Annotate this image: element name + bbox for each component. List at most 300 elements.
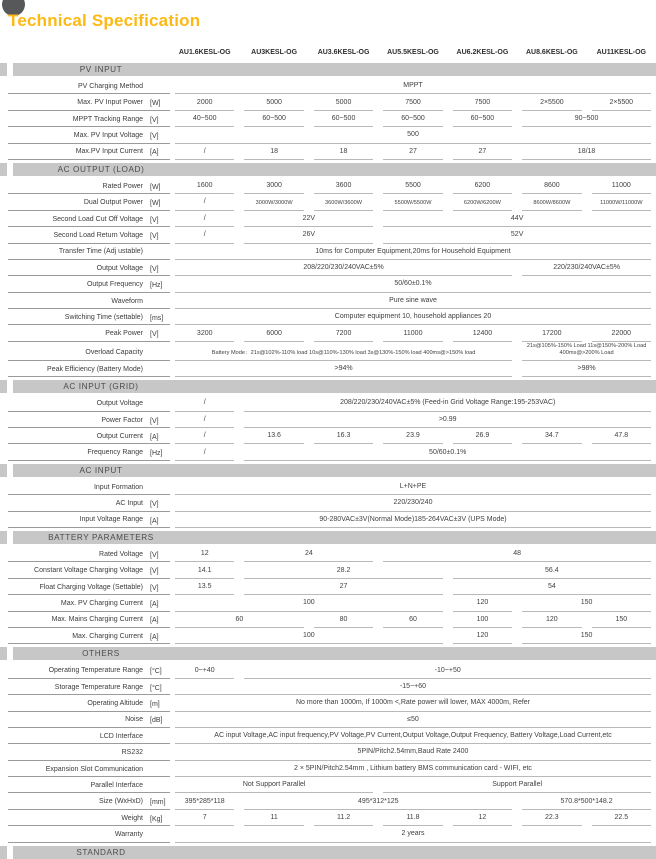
column-header: AU1.6KESL-OG <box>178 49 231 56</box>
spec-value: 5500W/5500W <box>383 194 442 210</box>
row-label-text: Peak Efficiency (Battery Mode) <box>47 365 143 373</box>
spec-value: 22000 <box>592 325 651 341</box>
row-label-text: Storage Temperature Range <box>54 683 143 691</box>
spec-row <box>0 728 656 744</box>
row-label-text: LCD Interface <box>99 732 143 740</box>
spec-value: 27 <box>383 144 442 160</box>
spec-value: 44V <box>383 211 651 227</box>
spec-value: 18/18 <box>522 144 651 160</box>
spec-value: 3600W/3600W <box>314 194 373 210</box>
row-label <box>8 479 170 495</box>
spec-value: 500 <box>175 127 651 143</box>
spec-value: 1600 <box>175 178 234 194</box>
row-label-text: Transfer Time (Adj ustable) <box>58 248 143 256</box>
column-header: AU8.6KESL-OG <box>525 49 578 56</box>
row-unit: [V] <box>150 417 159 425</box>
spec-value: 60~500 <box>244 111 303 127</box>
spec-row <box>0 428 656 444</box>
row-label-text: Switching Time (settable) <box>64 313 143 321</box>
row-unit: [A] <box>150 601 159 609</box>
spec-row <box>0 444 656 460</box>
section-bar-notch <box>0 647 7 660</box>
row-label-text: Input Voltage Range <box>79 516 143 524</box>
technical-specification-table <box>0 42 656 859</box>
row-label-text: Rated Voltage <box>99 550 143 558</box>
spec-value: L+N+PE <box>175 479 651 495</box>
spec-value: 13.5 <box>175 579 234 595</box>
column-header-row <box>0 42 656 60</box>
spec-value: 7200 <box>314 325 373 341</box>
spec-value: 0~+40 <box>175 662 234 678</box>
spec-value: 3000W/3000W <box>244 194 303 210</box>
row-label <box>8 276 170 292</box>
row-label <box>8 325 170 341</box>
spec-row <box>0 227 656 243</box>
spec-value: 8600 <box>522 178 581 194</box>
spec-value: 18 <box>244 144 303 160</box>
spec-value: 11000W/11000W <box>592 194 651 210</box>
spec-value: 5000 <box>244 94 303 110</box>
row-label <box>8 712 170 728</box>
spec-row <box>0 111 656 127</box>
spec-value: 2×5500 <box>522 94 581 110</box>
spec-row <box>0 194 656 210</box>
spec-value: 12 <box>453 810 512 826</box>
spec-row <box>0 260 656 276</box>
spec-value: 60~500 <box>453 111 512 127</box>
row-label <box>8 628 170 644</box>
spec-value: 22.3 <box>522 810 581 826</box>
row-label <box>8 612 170 628</box>
section-bar-notch <box>0 380 7 393</box>
spec-value: 26V <box>244 227 373 243</box>
section-header <box>0 63 656 76</box>
spec-row <box>0 512 656 528</box>
spec-value: 24 <box>244 546 373 562</box>
spec-value: / <box>175 227 234 243</box>
spec-value: 3000 <box>244 178 303 194</box>
row-label-text: Max. PV Input Power <box>77 99 143 107</box>
spec-row <box>0 595 656 611</box>
row-label-text: Output Voltage <box>96 264 143 272</box>
row-unit: [A] <box>150 617 159 625</box>
spec-value: 60 <box>383 612 442 628</box>
row-label-text: Expansion Slot Communication <box>45 765 143 773</box>
row-label-text: Noise <box>125 716 143 724</box>
spec-value: AC input Voltage,AC input frequency,PV Voltage,PV Current,Output Voltage,Output Frequency, Battery Voltage,Load Current,etc <box>175 728 651 744</box>
section-header <box>0 846 656 859</box>
spec-value: / <box>175 395 234 411</box>
spec-value: 11000 <box>592 178 651 194</box>
row-label-text: Constant Voltage Charging Voltage <box>34 567 143 575</box>
spec-value: 2×5500 <box>592 94 651 110</box>
row-label-text: MPPT Tracking Range <box>72 115 143 123</box>
spec-row <box>0 309 656 325</box>
row-label-text: Power Factor <box>101 416 143 424</box>
row-unit: [Kg] <box>150 815 163 823</box>
spec-value: 208/220/230/240VAC±5% <box>175 260 512 276</box>
row-label-text: Output Voltage <box>96 400 143 408</box>
row-label <box>8 211 170 227</box>
spec-row <box>0 325 656 341</box>
row-label <box>8 793 170 809</box>
spec-value: 11.8 <box>383 810 442 826</box>
spec-row <box>0 495 656 511</box>
spec-value: 60~500 <box>383 111 442 127</box>
row-label <box>8 395 170 411</box>
spec-value: 56.4 <box>453 562 651 578</box>
row-label-text: Rated Power <box>102 182 143 190</box>
spec-value: 23.9 <box>383 428 442 444</box>
row-label <box>8 744 170 760</box>
spec-row <box>0 479 656 495</box>
spec-value: MPPT <box>175 78 651 94</box>
spec-value: 7 <box>175 810 234 826</box>
spec-value: No more than 1000m, If 1000m <,Rate power will lower, MAX 4000m, Refer <box>175 695 651 711</box>
row-label <box>8 579 170 595</box>
spec-value: 6200 <box>453 178 512 194</box>
row-label-text: AC Input <box>115 500 143 508</box>
spec-row <box>0 412 656 428</box>
row-label <box>8 777 170 793</box>
spec-row <box>0 810 656 826</box>
row-unit: [V] <box>150 265 159 273</box>
spec-value: 18 <box>314 144 373 160</box>
row-label-text: Second Load Cut Off Voltage <box>52 215 143 223</box>
spec-value: 3600 <box>314 178 373 194</box>
spec-value: 7500 <box>453 94 512 110</box>
spec-value: 34.7 <box>522 428 581 444</box>
row-label <box>8 679 170 695</box>
spec-value: 60 <box>175 612 304 628</box>
spec-value: >0.99 <box>244 412 651 428</box>
spec-value: 27 <box>244 579 442 595</box>
row-label-text: Max. PV Input Voltage <box>73 132 143 140</box>
row-label <box>8 111 170 127</box>
spec-row <box>0 244 656 260</box>
spec-row <box>0 178 656 194</box>
section-header <box>0 163 656 176</box>
spec-value: 13.6 <box>244 428 303 444</box>
row-label <box>8 695 170 711</box>
row-unit: [Hz] <box>150 282 163 290</box>
spec-row <box>0 342 656 361</box>
spec-row <box>0 679 656 695</box>
spec-value: 5500 <box>383 178 442 194</box>
row-unit: [W] <box>150 200 161 208</box>
section-header <box>0 380 656 393</box>
row-label-text: Frequency Range <box>87 449 143 457</box>
spec-row <box>0 144 656 160</box>
section-bar-notch <box>0 531 7 544</box>
spec-row <box>0 695 656 711</box>
spec-value: 11 <box>244 810 303 826</box>
spec-value: 7500 <box>383 94 442 110</box>
spec-value: 22.5 <box>592 810 651 826</box>
row-unit: [A] <box>150 433 159 441</box>
spec-value: 54 <box>453 579 651 595</box>
spec-value: 52V <box>383 227 651 243</box>
row-label-text: Peak Power <box>105 330 143 338</box>
column-header-spacer <box>8 42 170 60</box>
row-label <box>8 227 170 243</box>
spec-value: 395*285*118 <box>175 793 234 809</box>
row-label-text: Output Current <box>96 432 143 440</box>
row-label <box>8 293 170 309</box>
row-label <box>8 260 170 276</box>
spec-value: Battery Mode：21s@102%-110% load 10s@110%-130% load 3s@130%-150% load 400ms@>150% load <box>175 342 512 361</box>
spec-value: 8600W/8600W <box>522 194 581 210</box>
spec-row <box>0 127 656 143</box>
section-header-label: BATTERY PARAMETERS <box>48 533 154 543</box>
spec-row <box>0 293 656 309</box>
row-label-text: Warranty <box>114 831 143 839</box>
spec-value: ≤50 <box>175 712 651 728</box>
row-unit: [m] <box>150 701 160 709</box>
spec-value: 2 × 5PIN/Pitch2.54mm , Lithium battery BMS communication card - WIFI, etc <box>175 761 651 777</box>
spec-value: / <box>175 211 234 227</box>
row-label <box>8 178 170 194</box>
spec-value: Pure sine wave <box>175 293 651 309</box>
spec-row <box>0 793 656 809</box>
page-header <box>0 0 656 40</box>
row-label-text: Operating Altitude <box>87 699 143 707</box>
spec-value: 100 <box>175 595 443 611</box>
spec-value: 3200 <box>175 325 234 341</box>
row-label-text: Dual Output Power <box>83 199 143 207</box>
row-label <box>8 309 170 325</box>
spec-value: 11.2 <box>314 810 373 826</box>
section-bar-notch <box>0 464 7 477</box>
spec-value: 150 <box>592 612 651 628</box>
row-label <box>8 144 170 160</box>
spec-value: 21s@105%-150% Load 11s@150%-200% Load 400ms@>200% Load <box>522 342 651 361</box>
page-title: Technical Specification <box>8 11 201 30</box>
spec-value: 208/220/230/240VAC±5% (Feed-in Grid Voltage Range:195-253VAC) <box>244 395 651 411</box>
spec-row <box>0 361 656 377</box>
spec-value: 220/230/240 <box>175 495 651 511</box>
spec-value: 16.3 <box>314 428 373 444</box>
spec-value: 50/60±0.1% <box>244 444 651 460</box>
section-header <box>0 464 656 477</box>
row-label <box>8 194 170 210</box>
spec-value: 100 <box>453 612 512 628</box>
spec-value: 60~500 <box>314 111 373 127</box>
row-label-text: RS232 <box>121 749 143 757</box>
spec-value: 10ms for Computer Equipment,20ms for Household Equipment <box>175 244 651 260</box>
spec-value: 48 <box>383 546 651 562</box>
row-label <box>8 595 170 611</box>
spec-value: 6200W/6200W <box>453 194 512 210</box>
spec-value: 12400 <box>453 325 512 341</box>
spec-row <box>0 395 656 411</box>
spec-value: 5000 <box>314 94 373 110</box>
section-header-label: AC INPUT (GRID) <box>63 382 139 392</box>
row-label <box>8 546 170 562</box>
spec-value: 120 <box>453 628 512 644</box>
row-label <box>8 826 170 842</box>
row-unit: [V] <box>150 331 159 339</box>
spec-value: 120 <box>453 595 512 611</box>
row-unit: [°C] <box>150 684 162 692</box>
row-label <box>8 428 170 444</box>
row-label-text: Waveform <box>111 297 143 305</box>
spec-value: 50/60±0.1% <box>175 276 651 292</box>
row-label <box>8 662 170 678</box>
row-unit: [V] <box>150 568 159 576</box>
row-unit: [Hz] <box>150 450 163 458</box>
section-header-label: AC INPUT <box>79 465 123 475</box>
spec-value: -10~+50 <box>244 662 651 678</box>
spec-value: 570.8*500*148.2 <box>522 793 651 809</box>
spec-row <box>0 826 656 842</box>
spec-value: 12 <box>175 546 234 562</box>
row-label-text: Output Frequency <box>86 281 143 289</box>
section-header-label: OTHERS <box>82 649 120 659</box>
spec-row <box>0 712 656 728</box>
row-unit: [A] <box>150 633 159 641</box>
row-label <box>8 761 170 777</box>
section-header <box>0 531 656 544</box>
row-label-text: Parallel Interface <box>90 781 143 789</box>
row-unit: [A] <box>150 517 159 525</box>
spec-row <box>0 628 656 644</box>
row-label <box>8 444 170 460</box>
spec-value: >94% <box>175 361 512 377</box>
spec-value: / <box>175 412 234 428</box>
row-label-text: Max. Charging Current <box>72 632 143 640</box>
spec-value: 150 <box>522 628 651 644</box>
row-label-text: PV Charging Method <box>78 82 143 90</box>
spec-value: 220/230/240VAC±5% <box>522 260 651 276</box>
spec-value: 5PIN/Pitch2.54mm,Baud Rate 2400 <box>175 744 651 760</box>
spec-value: Support Parallel <box>383 777 651 793</box>
spec-row <box>0 579 656 595</box>
spec-row <box>0 744 656 760</box>
row-unit: [ms] <box>150 314 164 322</box>
spec-value: 28.2 <box>244 562 442 578</box>
section-bar-notch <box>0 163 7 176</box>
row-unit: [A] <box>150 149 159 157</box>
row-label <box>8 728 170 744</box>
spec-value: Not Support Parallel <box>175 777 373 793</box>
spec-value: 14.1 <box>175 562 234 578</box>
row-unit: [dB] <box>150 717 163 725</box>
spec-value: / <box>175 444 234 460</box>
spec-value: / <box>175 194 234 210</box>
column-header: AU11KESL-OG <box>596 49 646 56</box>
spec-value: Computer equipment 10, household appliances 20 <box>175 309 651 325</box>
row-label-text: Size (WxHxD) <box>99 798 143 806</box>
row-unit: [V] <box>150 551 159 559</box>
spec-value: 17200 <box>522 325 581 341</box>
spec-value: 100 <box>175 628 443 644</box>
spec-row <box>0 78 656 94</box>
spec-value: 90~500 <box>522 111 651 127</box>
row-unit: [V] <box>150 233 159 241</box>
row-label-text: Input Formation <box>93 483 143 491</box>
spec-value: >98% <box>522 361 651 377</box>
section-header-label: STANDARD <box>76 847 126 857</box>
row-unit: [V] <box>150 584 159 592</box>
spec-row <box>0 546 656 562</box>
spec-value: 2000 <box>175 94 234 110</box>
row-label-text: Max.PV Input Current <box>75 148 143 156</box>
row-label <box>8 244 170 260</box>
row-unit: [V] <box>150 116 159 124</box>
spec-value: 47.8 <box>592 428 651 444</box>
column-header: AU3.6KESL-OG <box>317 49 370 56</box>
column-header: AU3KESL-OG <box>251 49 298 56</box>
spec-value: / <box>175 144 234 160</box>
row-unit: [°C] <box>150 668 162 676</box>
spec-row <box>0 777 656 793</box>
row-label-text: Float Charging Voltage (Settable) <box>39 583 143 591</box>
row-label <box>8 78 170 94</box>
column-header: AU6.2KESL-OG <box>456 49 509 56</box>
row-unit: [mm] <box>150 799 166 807</box>
spec-value: 27 <box>453 144 512 160</box>
row-label <box>8 127 170 143</box>
row-label-text: Weight <box>121 814 143 822</box>
row-unit: [W] <box>150 100 161 108</box>
row-label <box>8 412 170 428</box>
section-header-label: PV INPUT <box>79 65 123 74</box>
row-unit: [W] <box>150 183 161 191</box>
section-header-label: AC OUTPUT (LOAD) <box>57 164 145 174</box>
spec-value: -15~+60 <box>175 679 651 695</box>
spec-row <box>0 612 656 628</box>
spec-row <box>0 276 656 292</box>
spec-value: 6000 <box>244 325 303 341</box>
spec-row <box>0 761 656 777</box>
row-unit: [V] <box>150 216 159 224</box>
spec-row <box>0 662 656 678</box>
spec-row <box>0 211 656 227</box>
spec-value: 22V <box>244 211 373 227</box>
spec-value: 120 <box>522 612 581 628</box>
row-unit: [V] <box>150 501 159 509</box>
row-label-text: Operating Temperature Range <box>48 667 143 675</box>
table-body <box>0 63 656 859</box>
section-header <box>0 647 656 660</box>
spec-value: 2 years <box>175 826 651 842</box>
row-unit: [V] <box>150 133 159 141</box>
row-label-text: Second Load Return Voltage <box>53 231 143 239</box>
spec-value: 26.9 <box>453 428 512 444</box>
row-label-text: Max. Mains Charging Current <box>51 616 143 624</box>
row-label <box>8 512 170 528</box>
spec-value: 150 <box>522 595 651 611</box>
row-label <box>8 495 170 511</box>
row-label <box>8 342 170 361</box>
row-label-text: Overload Capacity <box>85 349 143 357</box>
spec-value: 40~500 <box>175 111 234 127</box>
spec-row <box>0 562 656 578</box>
section-bar-notch <box>0 846 7 859</box>
row-label <box>8 562 170 578</box>
spec-value: 90-280VAC±3V(Normal Mode)185-264VAC±3V (UPS Mode) <box>175 512 651 528</box>
spec-value: 80 <box>314 612 373 628</box>
row-label <box>8 361 170 377</box>
row-label-text: Max. PV Charging Current <box>60 600 143 608</box>
spec-value: 11000 <box>383 325 442 341</box>
spec-row <box>0 94 656 110</box>
row-label <box>8 94 170 110</box>
row-label <box>8 810 170 826</box>
spec-value: 495*312*125 <box>244 793 512 809</box>
spec-value: / <box>175 428 234 444</box>
